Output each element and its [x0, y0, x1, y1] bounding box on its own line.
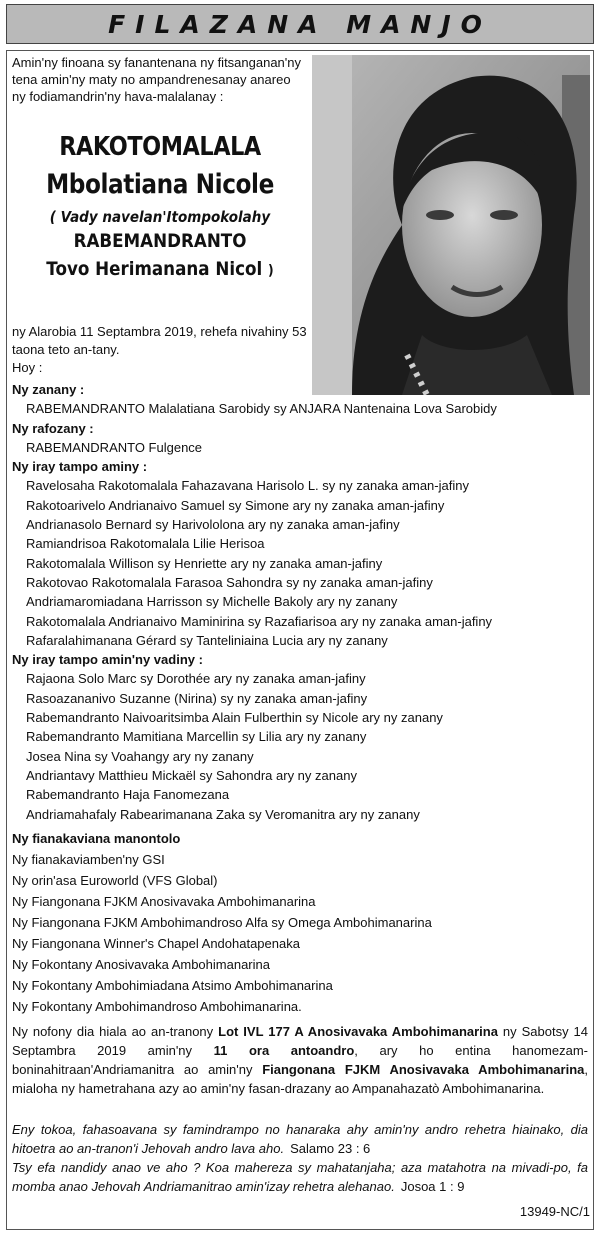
verse: [12, 1120, 588, 1158]
list-item: Ny Fokontany Ambohimiadana Atsimo Ambohimanarina: [12, 978, 333, 993]
burial-text: , mialoha ny hametrahana azy ao amin'ny fasan-drazany ao Ampanahazatò Ambohimanarina.: [12, 1062, 588, 1096]
portrait-photo: [312, 55, 590, 395]
list-item: Andriamahafaly Rabearimanana Zaka sy Veromanitra ary ny zanany: [26, 806, 420, 822]
burial-text: ny Sabotsy 14 Septambra 2019 amin'ny: [12, 1024, 589, 1058]
deceased-last-name: RAKOTOMALALA: [59, 132, 261, 162]
spouse-note: [25, 206, 295, 228]
list-item: Rabemandranto Haja Fanomezana: [26, 787, 230, 803]
list-item: Ny fianakaviamben'ny GSI: [12, 852, 165, 867]
list-item: RABEMANDRANTO Malalatiana Sarobidy sy ANJARA Nantenaina Lova Sarobidy: [26, 401, 497, 417]
family-lists: [12, 380, 592, 824]
ad-reference-code: 13949-NC/1: [519, 1204, 590, 1219]
list-item: Ramiandrisoa Rakotomalala Lilie Herisoa: [26, 536, 265, 552]
organizations-heading: Ny fianakaviana manontolo: [12, 831, 181, 846]
list-item: Andriamaromiadana Harrisson sy Michelle Bakoly ary ny zanany: [26, 594, 398, 610]
verse-reference: Salamo 23 : 6: [290, 1141, 371, 1156]
list-item: Rabemandranto Naivoaritsimba Alain Fulberthin sy Nicole ary ny zanany: [26, 710, 443, 726]
list-item: Ny Fiangonana FJKM Ambohimandroso Alfa sy Omega Ambohimanarina: [12, 915, 432, 930]
hoy-label: Hoy :: [12, 360, 43, 375]
list-item: Ravelosaha Rakotomalala Fahazavana Harisolo L. sy ny zanaka aman-jafiny: [26, 478, 469, 494]
list-item: Andrianasolo Bernard sy Harivololona ary ny zanaka aman-jafiny: [26, 517, 400, 533]
header-title: FILAZANA MANJO: [108, 9, 492, 39]
list-item: Rajaona Solo Marc sy Dorothée ary ny zanaka aman-jafiny: [26, 671, 366, 687]
burial-address: Lot IVL 177 A Anosivavaka Ambohimanarina: [218, 1024, 498, 1039]
list-item: RABEMANDRANTO Fulgence: [26, 439, 203, 455]
list-item: Rafaralahimanana Gérard sy Tanteliniaina Lucia ary ny zanany: [26, 632, 388, 648]
spouse-last-name: RABEMANDRANTO: [73, 230, 247, 252]
death-details: [12, 323, 308, 377]
deceased-first-names: Mbolatiana Nicole: [46, 169, 274, 200]
list-item: Andriantavy Matthieu Mickaël sy Sahondra ary ny zanany: [26, 767, 357, 783]
family-heading: Ny iray tampo aminy :: [12, 459, 148, 475]
list-item: Rakotoarivelo Andrianaivo Samuel sy Simone ary ny zanaka aman-jafiny: [26, 497, 445, 513]
portrait-photo-icon: [312, 55, 590, 395]
list-item: Ny Fiangonana Winner's Chapel Andohatapenaka: [12, 936, 300, 951]
list-item: Ny orin'asa Euroworld (VFS Global): [12, 873, 218, 888]
family-heading: Ny zanany :: [12, 382, 85, 397]
list-item: Rakotomalala Andrianaivo Maminirina sy Razafiarisoa ary ny zanaka aman-jafiny: [26, 613, 493, 629]
burial-time: 11 ora antoandro: [213, 1043, 355, 1058]
open-paren: (: [49, 208, 56, 226]
bible-verses: [12, 1120, 588, 1196]
list-item: Rasoazananivo Suzanne (Nirina) sy ny zanaka aman-jafiny: [26, 690, 368, 706]
list-item: Rakotovao Rakotomalala Farasoa Sahondra sy ny zanaka aman-jafiny: [26, 574, 433, 590]
verse-text: Eny tokoa, fahasoavana sy famindrampo no hanaraka ahy amin'ny andro rehetra hiainako, dia hitoetra ao an-tranon'i Jehovah andro lava aho.: [12, 1122, 588, 1156]
spouse-first-names-line: [28, 254, 292, 286]
verse-text: Tsy efa nandidy anao ve aho ? Koa mahereza sy mahatanjaha; aza matahotra na mivadi-po, fa momba anao Jehovah Andriamanitrao amin'izay rehetra alehanao.: [12, 1160, 588, 1194]
list-item: Ny Fokontany Ambohimandroso Ambohimanarina.: [12, 999, 302, 1014]
death-text: ny Alarobia 11 Septambra 2019, rehefa nivahiny 53 taona teto an-tany.: [12, 324, 307, 357]
verse: [12, 1158, 588, 1196]
list-item: Rabemandranto Mamitiana Marcellin sy Lilia ary ny zanany: [26, 729, 367, 745]
organizations-list: [12, 828, 592, 1017]
burial-paragraph: [12, 1022, 588, 1098]
close-paren: ): [268, 263, 274, 279]
spouse-first-names: Tovo Herimanana Nicol: [46, 258, 263, 280]
deceased-name-block: [10, 128, 310, 286]
spouse-note-text: Vady navelan'Itompokolahy: [60, 208, 271, 226]
family-heading: Ny rafozany :: [12, 420, 94, 436]
list-item: Josea Nina sy Voahangy ary ny zanany: [26, 748, 254, 764]
list-item: Ny Fiangonana FJKM Anosivavaka Ambohimanarina: [12, 894, 316, 909]
family-heading: Ny iray tampo amin'ny vadiny :: [12, 652, 203, 668]
list-item: Rakotomalala Willison sy Henriette ary ny zanaka aman-jafiny: [26, 555, 383, 571]
intro-text: Amin'ny finoana sy fanantenana ny fitsanganan'ny tena amin'ny maty no ampandrenesanay anareo ny fodiamandrin'ny hava-malalanay :: [12, 55, 301, 104]
burial-text: Ny nofony dia hiala ao an-tranony: [12, 1024, 219, 1039]
verse-reference: Josoa 1 : 9: [400, 1179, 465, 1194]
burial-text: , ary ho entina hanomezam-boninahitraan'Andriamanitra ao amin'ny: [12, 1043, 588, 1077]
list-item: Ny Fokontany Anosivavaka Ambohimanarina: [12, 957, 270, 972]
header-banner: [6, 4, 594, 44]
burial-church: Fiangonana FJKM Anosivavaka Ambohimanarina: [262, 1062, 585, 1077]
